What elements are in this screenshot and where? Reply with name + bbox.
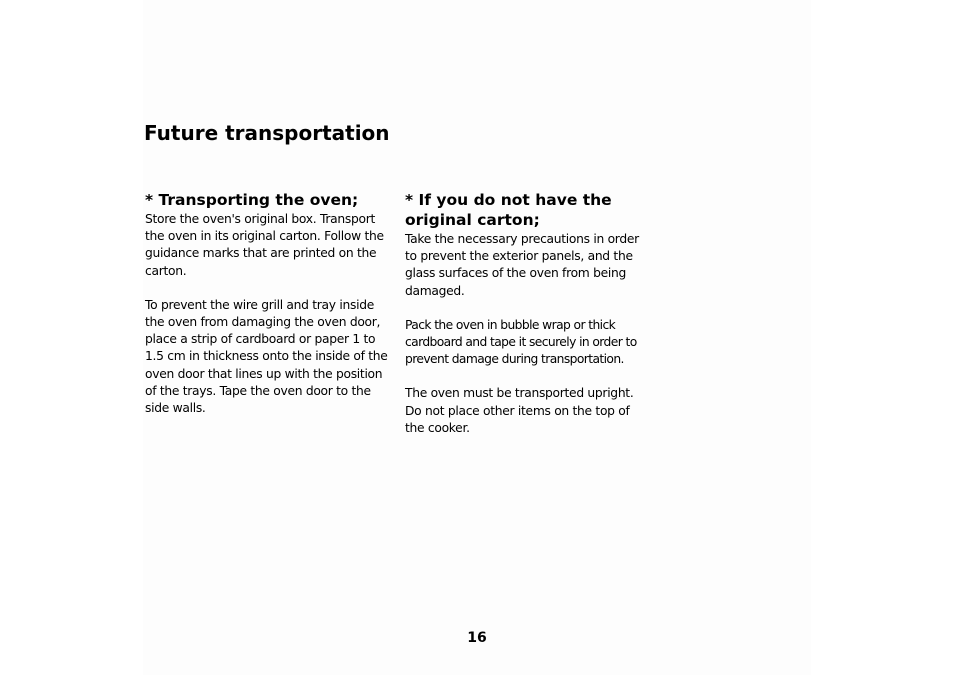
paragraph-upright: The oven must be transported upright. Do not place other items on the top of the cooker. [405, 386, 634, 435]
page-number: 16 [467, 630, 487, 646]
section-heading-no-carton: * If you do not have the original carton; [405, 191, 612, 229]
paragraph-bubble-wrap: Pack the oven in bubble wrap or thick cardboard and tape it securely in order to prevent damage during transportation. [405, 317, 637, 367]
section-heading-transporting: * Transporting the oven; [145, 191, 359, 209]
paragraph-precautions: Take the necessary precautions in order to prevent the exterior panels, and the glass surfaces of the oven from being damaged. [405, 232, 639, 298]
paragraph-store-box: Store the oven's original box. Transport the oven in its original carton. Follow the guidance marks that are printed on the carton. [145, 212, 384, 278]
right-column [405, 190, 649, 454]
left-column [145, 190, 389, 434]
page-title: Future transportation [144, 121, 390, 145]
paragraph-protect-door: To prevent the wire grill and tray inside the oven from damaging the oven door, place a strip of cardboard or paper 1 to 1.5 cm in thickness onto the inside of the oven door that lines up with the position of the trays. Tape the oven door to the side walls. [145, 297, 388, 416]
